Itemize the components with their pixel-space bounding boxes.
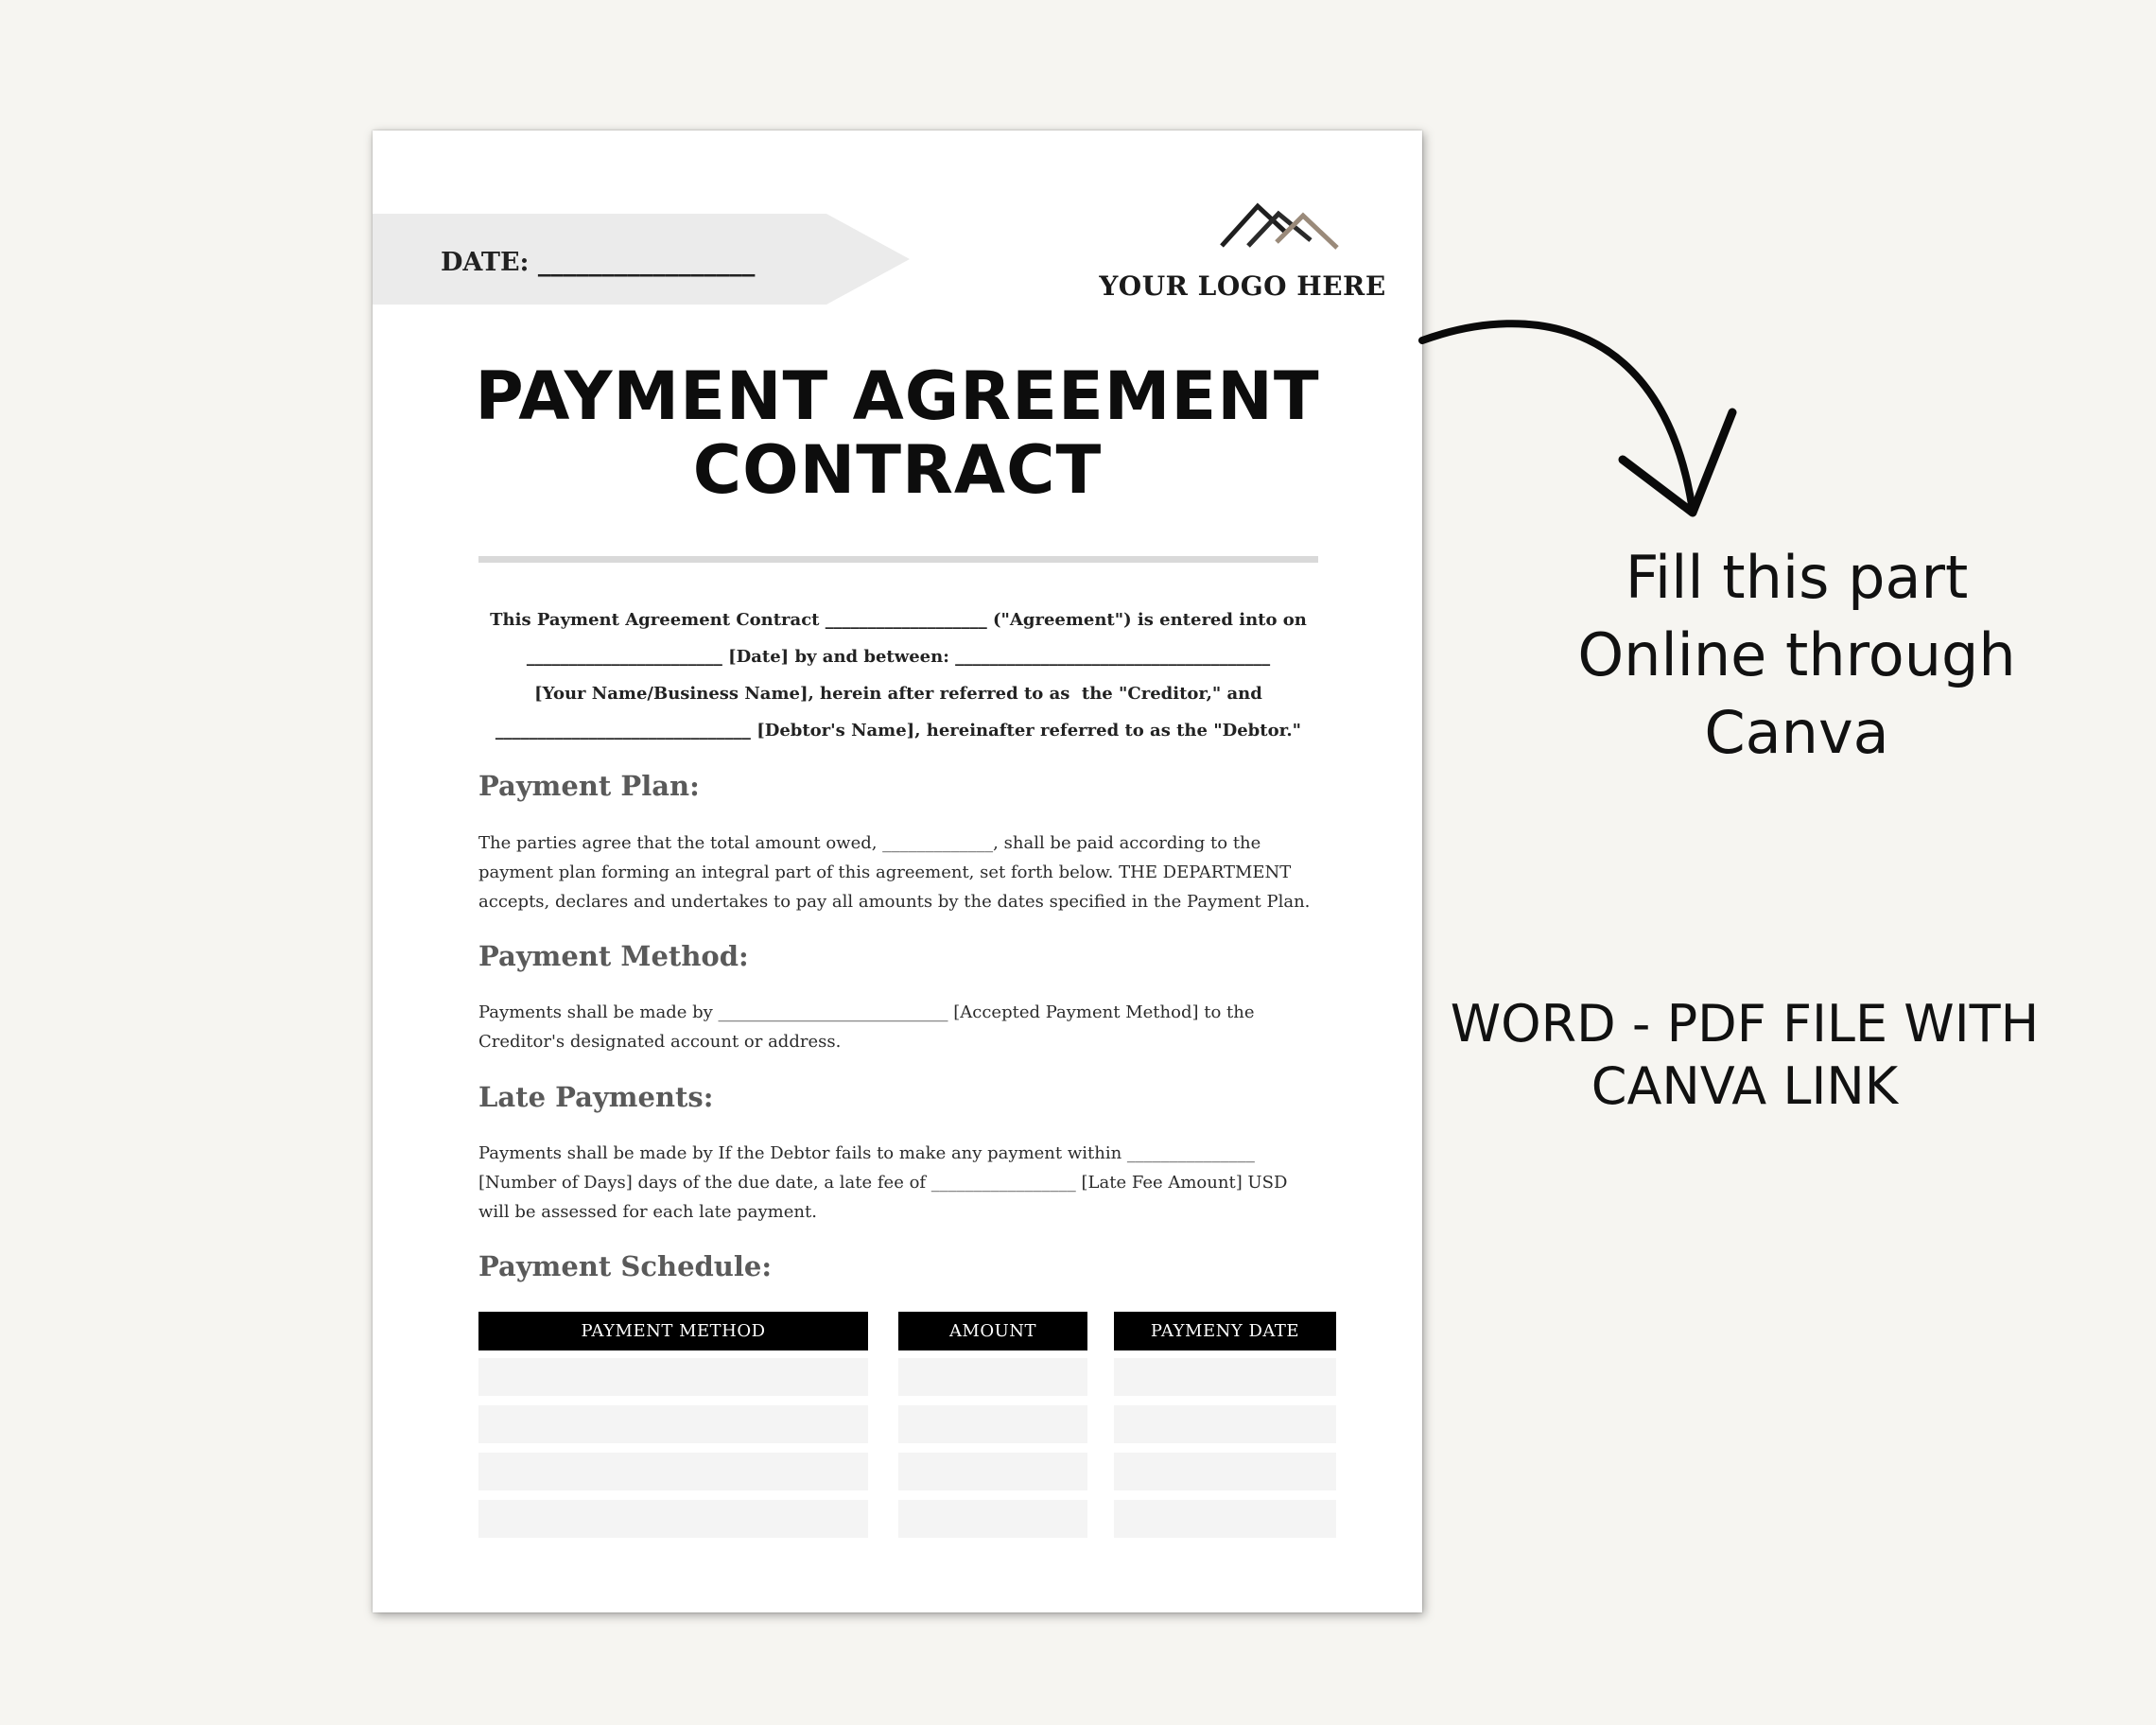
mountain-logo-icon (1220, 199, 1339, 250)
page-title-line2: CONTRACT (692, 431, 1103, 509)
payment-method-heading: Payment Method: (478, 940, 749, 972)
fill-online-callout (1513, 539, 2080, 772)
table-header-payment-date: PAYMENY DATE (1114, 1312, 1336, 1350)
document-page (373, 131, 1422, 1612)
callout-line: Online through (1577, 620, 2016, 689)
callout-line: Fill this part (1625, 543, 1969, 612)
callout-line: Canva (1704, 698, 1889, 767)
title-divider (478, 556, 1318, 563)
date-field: DATE: _________________ (441, 248, 756, 277)
table-cell[interactable] (478, 1405, 868, 1443)
table-cell[interactable] (1114, 1405, 1336, 1443)
table-cell[interactable] (898, 1500, 1087, 1538)
payment-schedule-heading: Payment Schedule: (478, 1250, 773, 1282)
format-line: CANVA LINK (1591, 1056, 1899, 1116)
table-cell[interactable] (1114, 1358, 1336, 1396)
intro-paragraph: This Payment Agreement Contract ___________________ ("Agreement") is entered into on _______________________ [Date] by and between: _____________________________________ [Your Name/Business Name], herein after referred to as the "Creditor," and ______________________________ [Debtor's Name], hereinafter referred to as the "Debtor." (490, 610, 1307, 741)
table-cell[interactable] (898, 1405, 1087, 1443)
payment-plan-heading: Payment Plan: (478, 770, 700, 802)
payment-plan-text: The parties agree that the total amount owed, _____________, shall be paid according to the payment plan forming an integral part of this agreement, set forth below. THE DEPARTMENT accepts, declares and undertakes to pay all amounts by the dates specified in the Payment Plan. (478, 833, 1311, 912)
late-payments-text: Payments shall be made by If the Debtor fails to make any payment within _______________ [Number of Days] days of the due date, a late fee of _________________ [Late Fee Amount] USD will be assessed for each late payment. (478, 1143, 1288, 1222)
page-title-line1: PAYMENT AGREEMENT (475, 357, 1320, 435)
table-cell[interactable] (898, 1453, 1087, 1490)
logo-text: YOUR LOGO HERE (1099, 270, 1386, 302)
table-cell[interactable] (478, 1358, 868, 1396)
table-cell[interactable] (1114, 1453, 1336, 1490)
table-cell[interactable] (1114, 1500, 1336, 1538)
curved-arrow-icon (1418, 312, 1759, 530)
table-cell[interactable] (478, 1500, 868, 1538)
file-format-callout (1418, 993, 2071, 1118)
format-line: WORD - PDF FILE WITH (1450, 994, 2040, 1054)
table-cell[interactable] (478, 1453, 868, 1490)
table-cell[interactable] (898, 1358, 1087, 1396)
late-payments-heading: Late Payments: (478, 1081, 714, 1113)
payment-method-text: Payments shall be made by ___________________________ [Accepted Payment Method] to the Creditor's designated account or address. (478, 1002, 1255, 1052)
table-header-amount: AMOUNT (898, 1312, 1087, 1350)
table-header-payment-method: PAYMENT METHOD (478, 1312, 868, 1350)
